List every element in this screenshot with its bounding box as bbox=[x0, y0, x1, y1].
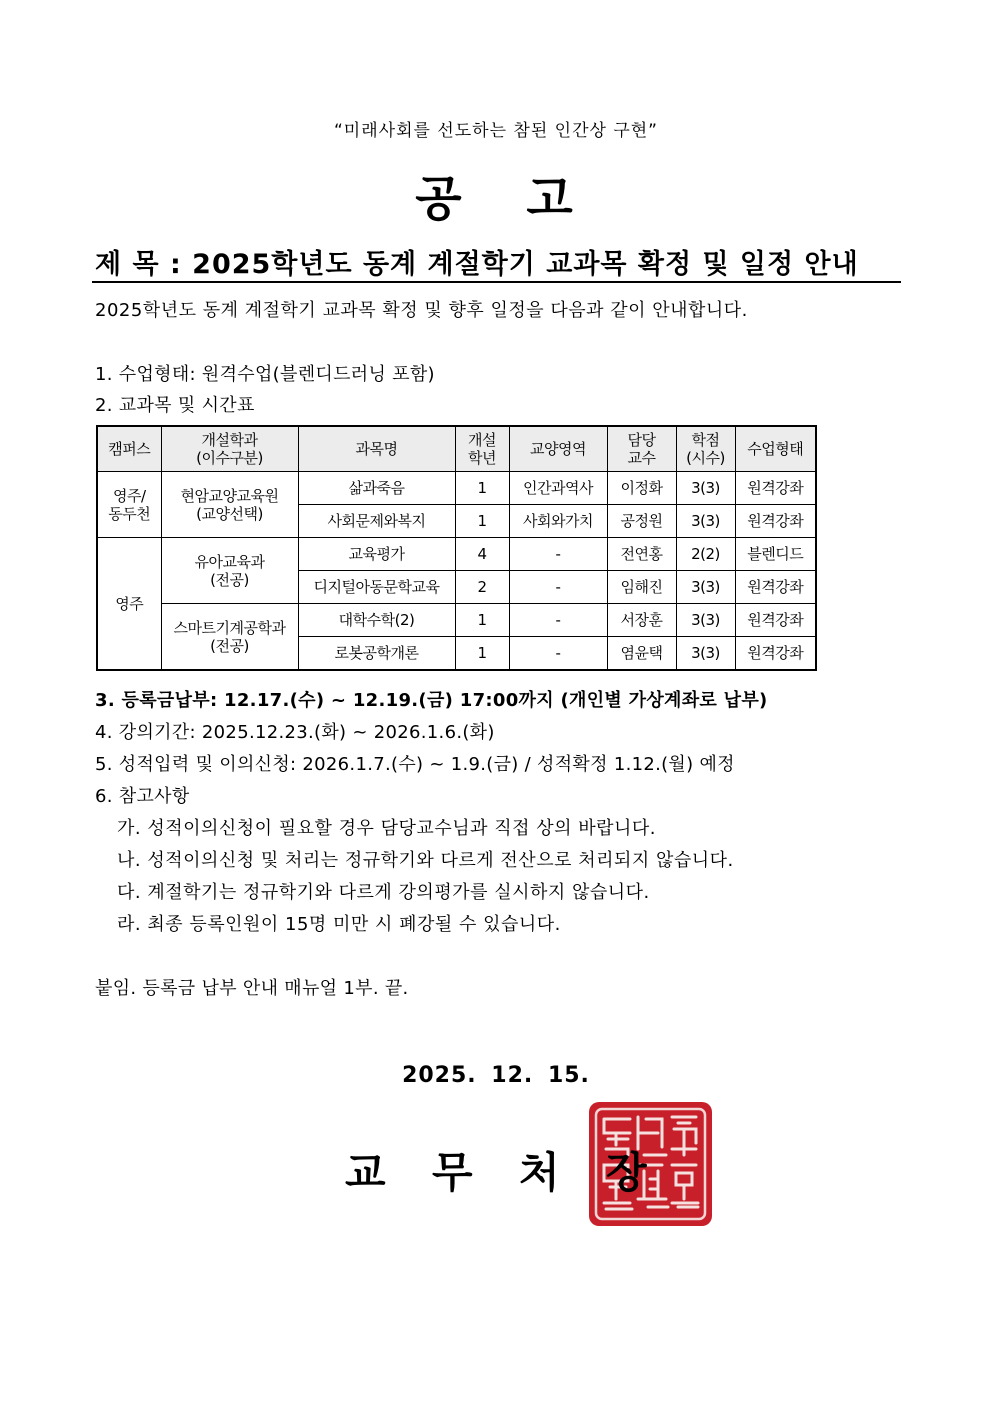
signature-char: 무 bbox=[432, 1148, 473, 1197]
note-ra: 라. 최종 등록인원이 15명 미만 시 폐강될 수 있습니다. bbox=[117, 914, 561, 935]
grade-cell: 1 bbox=[455, 472, 509, 505]
grade-cell: 1 bbox=[455, 505, 509, 538]
signature-char: 교 bbox=[345, 1148, 386, 1197]
department-cell: 유아교육과 (전공) bbox=[161, 538, 298, 604]
grade-cell: 1 bbox=[455, 637, 509, 671]
course-cell: 대학수학(2) bbox=[298, 604, 455, 637]
department-cell: 현암교양교육원 (교양선택) bbox=[161, 472, 298, 538]
item-class-format: 1. 수업형태: 원격수업(블렌디드러닝 포함) bbox=[95, 364, 435, 385]
class-type-cell: 원격강좌 bbox=[735, 637, 816, 671]
signature-char: 처 bbox=[519, 1148, 560, 1197]
note-ga: 가. 성적이의신청이 필요할 경우 담당교수님과 직접 상의 바랍니다. bbox=[117, 818, 656, 839]
note-na: 나. 성적이의신청 및 처리는 정규학기와 다르게 전산으로 처리되지 않습니다. bbox=[117, 850, 734, 871]
campus-cell: 영주 bbox=[97, 538, 161, 671]
credit-cell: 3(3) bbox=[676, 637, 735, 671]
area-cell: - bbox=[509, 604, 607, 637]
course-cell: 디지털아동문학교육 bbox=[298, 571, 455, 604]
area-cell: - bbox=[509, 637, 607, 671]
table-row bbox=[97, 472, 816, 505]
course-table bbox=[96, 425, 817, 671]
professor-cell: 전연홍 bbox=[607, 538, 676, 571]
subject-underline bbox=[92, 281, 901, 283]
professor-cell: 공정원 bbox=[607, 505, 676, 538]
professor-cell: 임해진 bbox=[607, 571, 676, 604]
note-da: 다. 계절학기는 정규학기와 다르게 강의평가를 실시하지 않습니다. bbox=[117, 882, 650, 903]
professor-cell: 염윤택 bbox=[607, 637, 676, 671]
credit-cell: 2(2) bbox=[676, 538, 735, 571]
credit-cell: 3(3) bbox=[676, 604, 735, 637]
table-row bbox=[97, 538, 816, 571]
grade-cell: 1 bbox=[455, 604, 509, 637]
professor-cell: 이정화 bbox=[607, 472, 676, 505]
item-grade-entry: 5. 성적입력 및 이의신청: 2026.1.7.(수) ~ 1.9.(금) / 성적확정 1.12.(월) 예정 bbox=[95, 754, 735, 775]
item-lecture-period: 4. 강의기간: 2025.12.23.(화) ~ 2026.1.6.(화) bbox=[95, 722, 495, 743]
area-cell: - bbox=[509, 538, 607, 571]
notice-heading: 공 고 bbox=[415, 171, 577, 227]
attachment-note: 붙임. 등록금 납부 안내 매뉴얼 1부. 끝. bbox=[95, 978, 409, 999]
motto: “미래사회를 선도하는 참된 인간상 구현” bbox=[334, 121, 658, 141]
course-cell: 삶과죽음 bbox=[298, 472, 455, 505]
professor-cell: 서장훈 bbox=[607, 604, 676, 637]
class-type-cell: 원격강좌 bbox=[735, 505, 816, 538]
class-type-cell: 원격강좌 bbox=[735, 472, 816, 505]
class-type-cell: 원격강좌 bbox=[735, 604, 816, 637]
subject-title: 제 목 : 2025학년도 동계 계절학기 교과목 확정 및 일정 안내 bbox=[95, 249, 859, 280]
item-notes-heading: 6. 참고사항 bbox=[95, 786, 190, 807]
class-type-cell: 원격강좌 bbox=[735, 571, 816, 604]
item-course-schedule: 2. 교과목 및 시간표 bbox=[95, 395, 255, 416]
area-cell: - bbox=[509, 571, 607, 604]
header-area: 교양영역 bbox=[509, 426, 607, 472]
table-header-row bbox=[97, 426, 816, 472]
item-tuition-payment: 3. 등록금납부: 12.17.(수) ~ 12.19.(금) 17:00까지 (개인별 가상계좌로 납부) bbox=[95, 690, 768, 711]
header-professor: 담당 교수 bbox=[607, 426, 676, 472]
header-credit: 학점 (시수) bbox=[676, 426, 735, 472]
course-cell: 사회문제와복지 bbox=[298, 505, 455, 538]
area-cell: 인간과역사 bbox=[509, 472, 607, 505]
header-class-type: 수업형태 bbox=[735, 426, 816, 472]
course-cell: 교육평가 bbox=[298, 538, 455, 571]
credit-cell: 3(3) bbox=[676, 472, 735, 505]
header-course: 과목명 bbox=[298, 426, 455, 472]
credit-cell: 3(3) bbox=[676, 571, 735, 604]
department-cell: 스마트기계공학과 (전공) bbox=[161, 604, 298, 671]
grade-cell: 4 bbox=[455, 538, 509, 571]
table-row bbox=[97, 604, 816, 637]
signature-char: 장 bbox=[606, 1148, 647, 1197]
credit-cell: 3(3) bbox=[676, 505, 735, 538]
header-campus: 캠퍼스 bbox=[97, 426, 161, 472]
header-department: 개설학과 (이수구분) bbox=[161, 426, 298, 472]
area-cell: 사회와가치 bbox=[509, 505, 607, 538]
header-grade: 개설 학년 bbox=[455, 426, 509, 472]
intro-text: 2025학년도 동계 계절학기 교과목 확정 및 향후 일정을 다음과 같이 안내합니다. bbox=[95, 300, 748, 321]
class-type-cell: 블렌디드 bbox=[735, 538, 816, 571]
campus-cell: 영주/ 동두천 bbox=[97, 472, 161, 538]
notice-date: 2025. 12. 15. bbox=[402, 1063, 590, 1088]
course-cell: 로봇공학개론 bbox=[298, 637, 455, 671]
signature-block bbox=[345, 1140, 693, 1200]
grade-cell: 2 bbox=[455, 571, 509, 604]
